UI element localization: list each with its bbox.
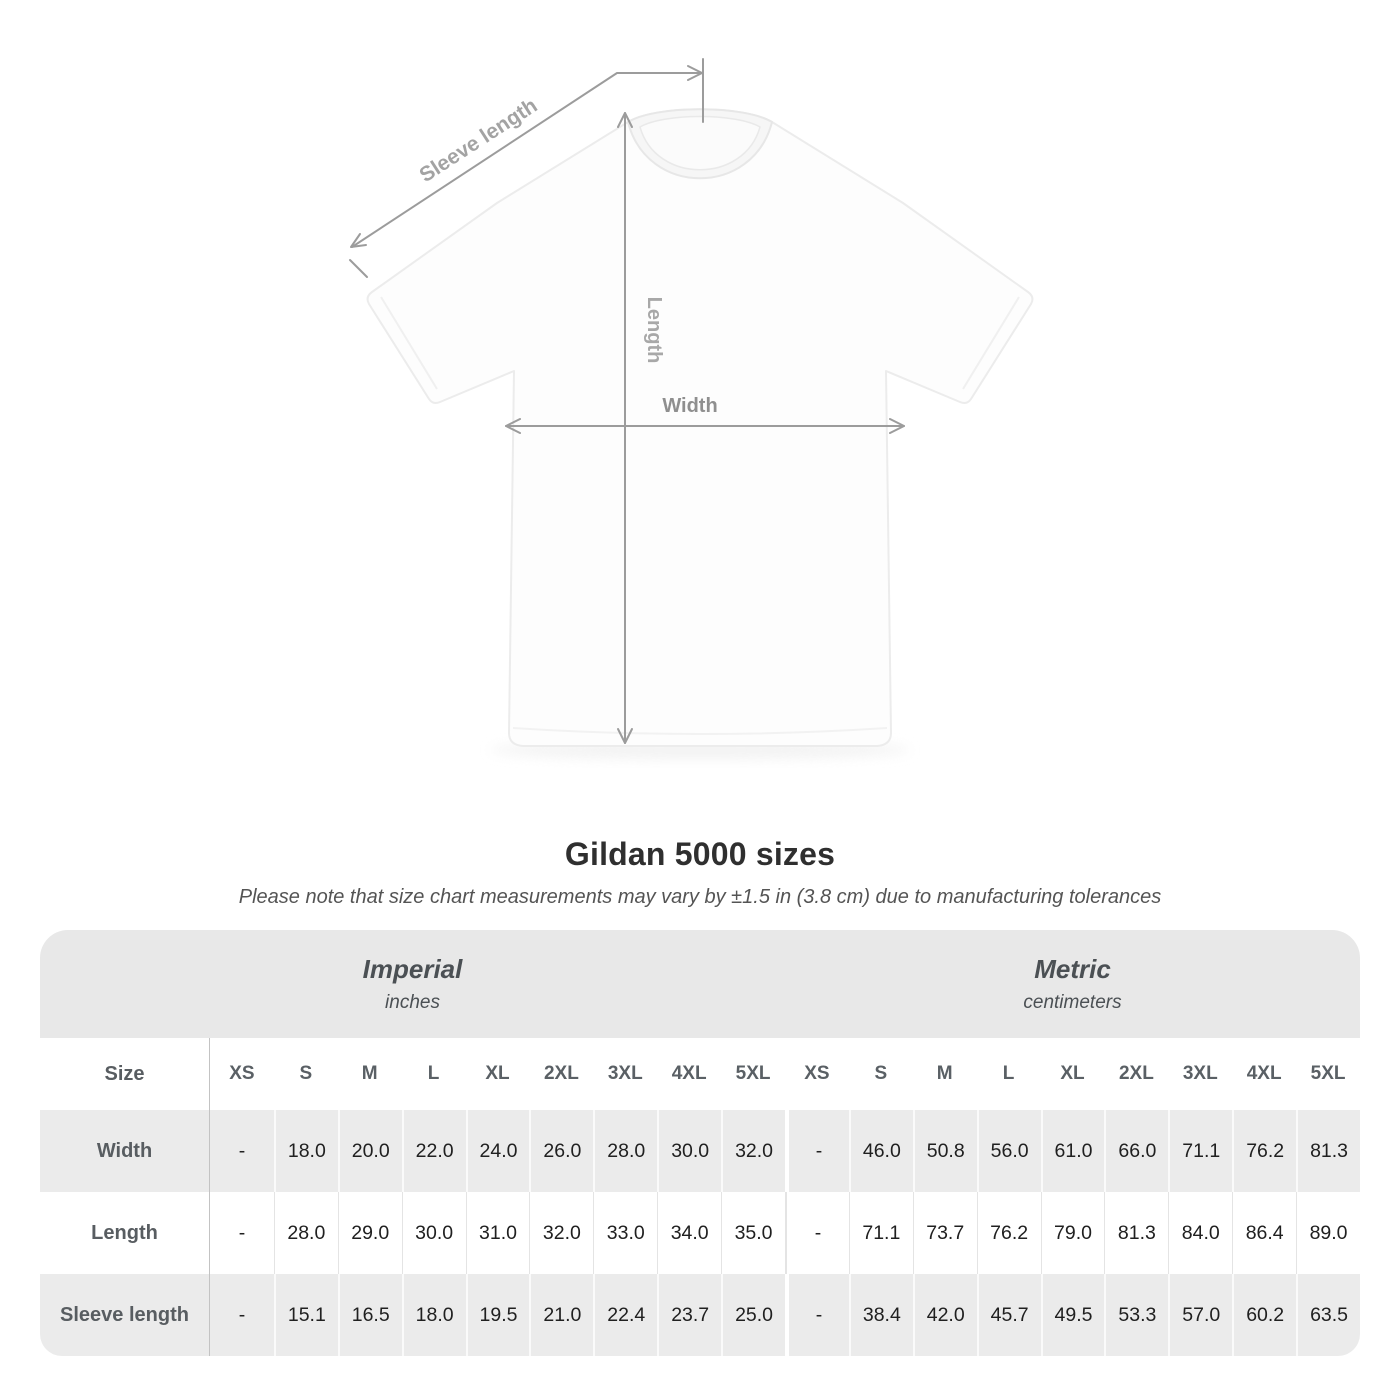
table-cell: 76.2 [977,1192,1041,1274]
table-cell: - [238,1303,246,1326]
table-cell: 63.5 [1296,1274,1360,1356]
metric-unit: centimeters [1023,992,1122,1013]
table-cell: 50.8 [913,1110,977,1192]
col-header-imperial-5xl: 5XL [735,1063,771,1084]
table-cell: 23.7 [657,1274,721,1356]
col-header-imperial-xs: XS [229,1063,255,1084]
table-cell: 57.0 [1168,1274,1232,1356]
imperial-label: Imperial [362,954,463,984]
table-cell: 26.0 [529,1110,593,1192]
table-cell: 35.0 [721,1192,785,1274]
length-label: Length [643,296,665,364]
table-cell: 31.0 [466,1192,530,1274]
table-cell: 22.4 [593,1274,657,1356]
table-cell: 34.0 [657,1192,721,1274]
table-cell: 66.0 [1104,1110,1168,1192]
row-label: Sleeve length [40,1274,210,1356]
page-title: Gildan 5000 sizes [564,836,836,872]
table-cell: 42.0 [913,1274,977,1356]
table-row-width [40,1110,1360,1192]
table-cell: 60.2 [1232,1274,1296,1356]
width-label: Width [662,395,718,417]
metric-label: Metric [1034,954,1111,984]
row-label: Width [40,1110,210,1192]
metric-header [785,930,1360,1038]
col-header-metric-4xl: 4XL [1246,1063,1282,1084]
col-header-imperial-l: L [427,1063,440,1084]
table-cell: 71.1 [849,1192,913,1274]
col-header-metric-m: M [936,1063,953,1084]
table-cell: 79.0 [1041,1192,1105,1274]
col-header-imperial-s: S [299,1063,313,1084]
table-cell: 56.0 [977,1110,1041,1192]
table-cell: 49.5 [1041,1274,1105,1356]
unit-header [40,930,1360,1038]
imperial-unit: inches [385,992,440,1013]
table-cell: 32.0 [721,1110,785,1192]
tolerance-note: Please note that size chart measurements may vary by ±1.5 in (3.8 cm) due to manufacturing tolerances [238,886,1162,908]
table-cell: 30.0 [657,1110,721,1192]
table-cell: 18.0 [274,1110,338,1192]
tshirt-image [368,109,1033,746]
table-cell: 53.3 [1104,1274,1168,1356]
table-cell: 29.0 [338,1192,402,1274]
col-header-imperial-3xl: 3XL [607,1063,643,1084]
table-row-length [40,1192,1360,1274]
col-header-metric-2xl: 2XL [1118,1063,1154,1084]
table-cell: 71.1 [1168,1110,1232,1192]
table-cell: 15.1 [274,1274,338,1356]
table-cell: 21.0 [529,1274,593,1356]
col-header-metric-s: S [874,1063,888,1084]
size-column-header: Size [40,1038,210,1110]
sleeve-end-tick [350,260,367,277]
col-header-metric-3xl: 3XL [1182,1063,1218,1084]
table-cell: 20.0 [338,1110,402,1192]
table-cell: 84.0 [1168,1192,1232,1274]
table-cell: 61.0 [1041,1110,1105,1192]
row-label: Length [40,1192,210,1274]
table-cell: 24.0 [466,1110,530,1192]
table-cell: - [785,1274,849,1356]
table-cell: 73.7 [913,1192,977,1274]
col-header-imperial-m: M [361,1063,378,1084]
col-header-metric-xl: XL [1060,1063,1085,1084]
arrowhead-sleeve-icon [351,234,366,247]
col-header-metric-5xl: 5XL [1310,1063,1346,1084]
table-cell: 22.0 [402,1110,466,1192]
imperial-header [40,930,785,1038]
table-cell: 33.0 [593,1192,657,1274]
table-cell: 89.0 [1296,1192,1360,1274]
table-cell: - [238,1221,246,1244]
table-cell: 38.4 [849,1274,913,1356]
table-cell: - [785,1110,849,1192]
sleeve-length-label: Sleeve length [415,94,542,188]
table-cell: 45.7 [977,1274,1041,1356]
table-cell: 28.0 [274,1192,338,1274]
table-cell: 81.3 [1104,1192,1168,1274]
table-cell: 81.3 [1296,1110,1360,1192]
table-row-sleeve-length [40,1274,1360,1356]
size-header-row [40,1038,1360,1110]
col-header-metric-xs: XS [804,1063,830,1084]
col-header-metric-l: L [1002,1063,1015,1084]
table-cell: 16.5 [338,1274,402,1356]
size-chart-table [40,930,1360,1356]
table-cell: 76.2 [1232,1110,1296,1192]
table-cell: - [785,1192,849,1274]
table-cell: - [238,1139,246,1162]
table-cell: 30.0 [402,1192,466,1274]
table-cell: 19.5 [466,1274,530,1356]
table-cell: 86.4 [1232,1192,1296,1274]
table-cell: 28.0 [593,1110,657,1192]
col-header-imperial-4xl: 4XL [671,1063,707,1084]
table-cell: 18.0 [402,1274,466,1356]
table-cell: 46.0 [849,1110,913,1192]
col-header-imperial-2xl: 2XL [543,1063,579,1084]
table-cell: 25.0 [721,1274,785,1356]
col-header-imperial-xl: XL [485,1063,510,1084]
table-cell: 32.0 [529,1192,593,1274]
